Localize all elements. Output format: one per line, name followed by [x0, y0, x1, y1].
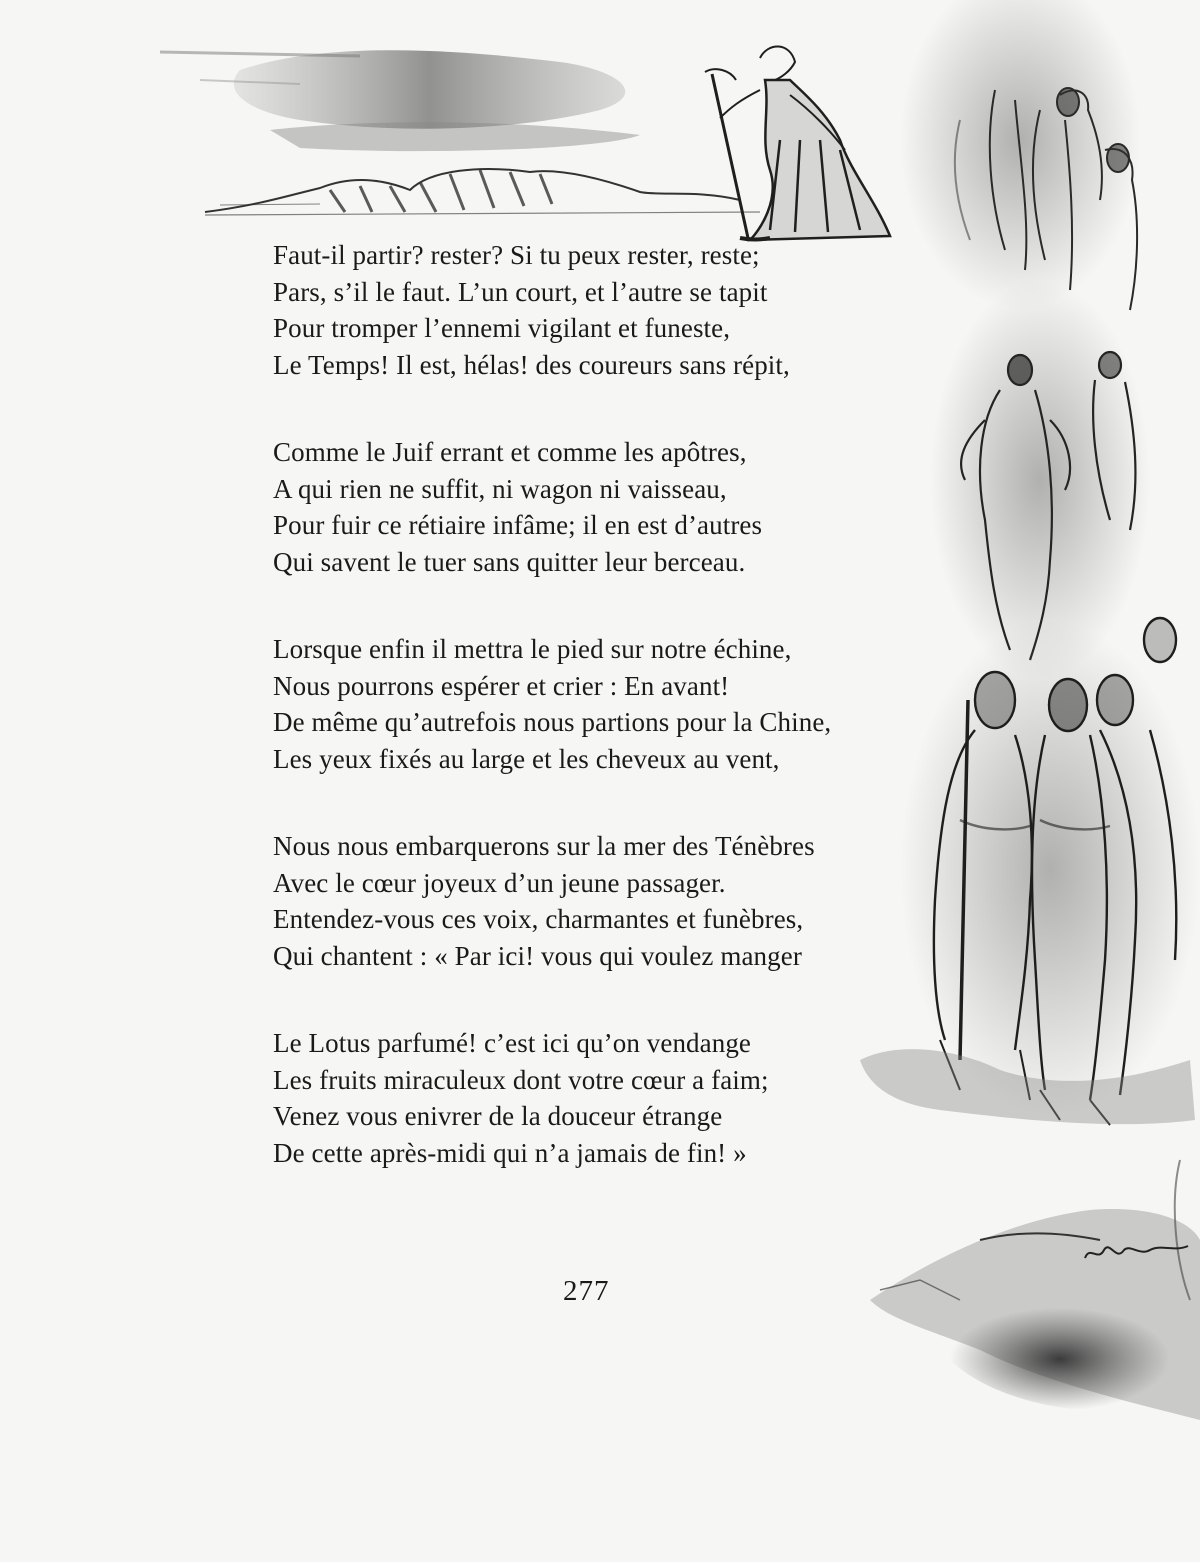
poem-line: Nous nous embarquerons sur la mer des Ténèbres — [273, 831, 815, 861]
poem-line: Pars, s’il le faut. L’un court, et l’autre se tapit — [273, 276, 768, 307]
poem-line: Le Temps! Il est, hélas! des coureurs sans répit, — [273, 349, 790, 380]
poem-line: Avec le cœur joyeux d’un jeune passager. — [273, 867, 726, 898]
stanza-5 — [273, 1025, 913, 1171]
poem-line: Nous pourrons espérer et crier : En avant! — [273, 670, 730, 701]
poem-text — [273, 237, 913, 1222]
poem-line: De même qu’autrefois nous partions pour la Chine, — [273, 707, 832, 737]
apostles-group — [900, 618, 1200, 1125]
stanza-1 — [273, 237, 913, 383]
poem-line: Pour tromper l’ennemi vigilant et funeste, — [273, 313, 731, 343]
poem-line: Qui savent le tuer sans quitter leur berceau. — [273, 546, 746, 577]
horizon-hills — [205, 169, 760, 215]
artist-signature — [1085, 1246, 1188, 1258]
poem-line: Faut-il partir? rester? Si tu peux rester, reste; — [273, 240, 760, 270]
walking-figure — [705, 46, 890, 240]
poem-line: Venez vous enivrer de la douceur étrange — [273, 1101, 723, 1131]
stanza-4 — [273, 828, 913, 974]
poem-line: Les fruits miraculeux dont votre cœur a faim; — [273, 1064, 769, 1095]
poem-line: A qui rien ne suffit, ni wagon ni vaisseau, — [273, 473, 727, 504]
poem-line: Entendez-vous ces voix, charmantes et funèbres, — [273, 904, 804, 934]
page-number: 277 — [563, 1275, 610, 1307]
poem-line: Qui chantent : « Par ici! vous qui voulez manger — [273, 940, 802, 971]
poem-line: De cette après-midi qui n’a jamais de fin! » — [273, 1137, 747, 1168]
standing-figures — [930, 280, 1150, 680]
sky-wash — [160, 50, 640, 151]
poem-line: Les yeux fixés au large et les cheveux au vent, — [273, 743, 780, 774]
distant-travelers — [900, 0, 1140, 310]
stanza-2 — [273, 434, 913, 580]
stanza-3 — [273, 631, 913, 777]
poem-line: Comme le Juif errant et comme les apôtres, — [273, 437, 747, 467]
poem-line: Le Lotus parfumé! c’est ici qu’on vendange — [273, 1028, 752, 1058]
poem-line: Lorsque enfin il mettra le pied sur notre échine, — [273, 634, 792, 664]
poem-line: Pour fuir ce rétiaire infâme; il en est d’autres — [273, 510, 763, 540]
